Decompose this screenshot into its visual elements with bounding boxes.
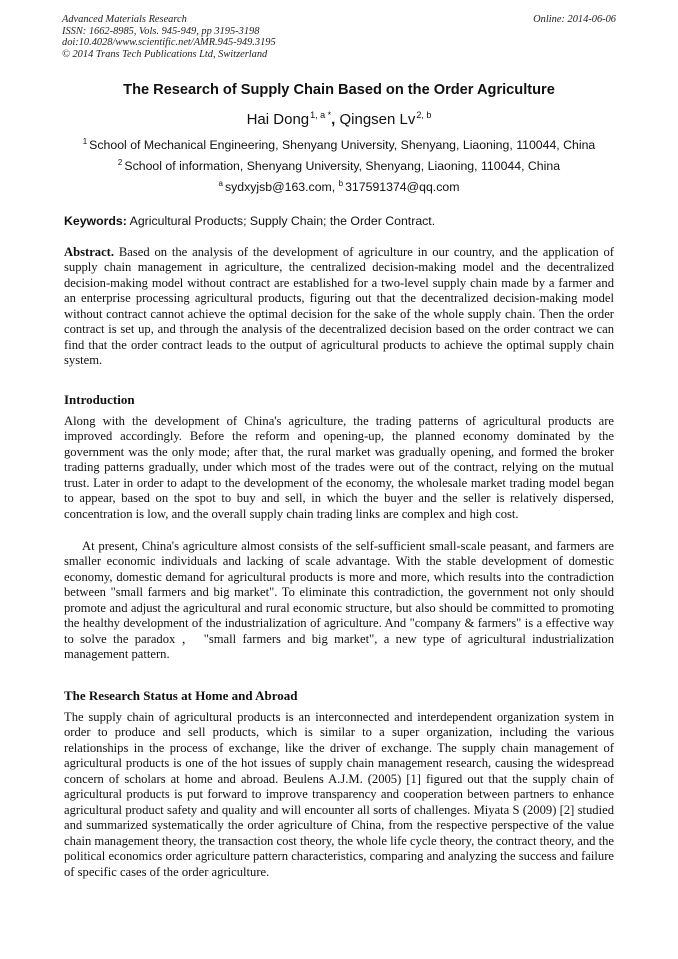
author-line xyxy=(40,110,638,128)
author-superscript: 2, b xyxy=(416,110,432,120)
email-marker: b xyxy=(338,179,344,188)
affiliation-marker: 1 xyxy=(82,137,88,146)
keywords xyxy=(64,214,616,228)
affiliation-2 xyxy=(40,158,638,173)
email-line xyxy=(40,179,638,194)
author-name: Qingsen Lv xyxy=(339,111,416,128)
keywords-text: Agricultural Products; Supply Chain; the Order Contract. xyxy=(129,214,436,228)
affiliation-1 xyxy=(40,137,638,152)
research-status-paragraph-1: The supply chain of agricultural products is an interconnected and interdependent organization system in order to produce and sell products, which is similar to a super organization, including the various relationships in the process of exchange, like the driver of exchange. The supply chain management of agricultural products is one of the hot issues of supply chain management research, causing the widespread concern of scholars at home and abroad. Beulens A.J.M. (2005) [1] figured out that the supply chain of agricultural products is put forward to improve transparency and cooperation between partners to enhance agricultural product safety and quality and will encounter all sorts of challenges. Miyata S (2009) [2] studied and summarized systematically the order agriculture of China, from the respective perspective of the value chain management theory, the transaction cost theory, the whole life cycle theory, the contract theory, and the political economics order agriculture pattern characteristics, comparing and analyzing the success and failure of specific cases of the order agriculture. xyxy=(64,710,614,879)
affiliation-marker: 2 xyxy=(117,158,123,167)
author-superscript: 1, a * xyxy=(310,110,332,120)
affiliation-text: School of Mechanical Engineering, Shenyang University, Shenyang, Liaoning, 110044, China xyxy=(89,138,596,152)
copyright-line: © 2014 Trans Tech Publications Ltd, Switzerland xyxy=(62,48,268,60)
paper-title: The Research of Supply Chain Based on the Order Agriculture xyxy=(123,82,555,98)
abstract-label: Abstract. xyxy=(64,245,115,259)
abstract xyxy=(64,245,614,369)
introduction-paragraph-1: Along with the development of China's agriculture, the trading patterns of agricultural products are improved accordingly. Before the reform and opening-up, the planned economy dominated by the government was the only mode; after that, the rural market was gradually opening, and formed the broker trading patterns gradually, under which most of the trades were out of the contract, relying on the mutual trust. Later in order to adapt to the development of the economy, the wholesale market trading model began to appear, based on the spot to buy and sell, in which the buyer and the seller is relatively dispersed, concentration is low, and the overall supply chain trading links are complex and high cost. xyxy=(64,414,614,521)
keywords-label: Keywords: xyxy=(64,214,127,228)
section-heading-introduction: Introduction xyxy=(64,392,135,407)
section-heading-research-status: The Research Status at Home and Abroad xyxy=(64,688,298,703)
email-address[interactable]: sydxyjsb@163.com xyxy=(224,180,332,194)
abstract-text: Based on the analysis of the development of agriculture in our country, and the application of supply chain management in agriculture, the centralized decision-making model and the decentralized decision-making model without contract are established for a two-level supply chain made by a farmer and an enterprise processing agricultural products, figuring out that the decentralized decision-making model without contract cannot achieve the optimal decision for the sake of the whole supply chain. Then the order contract is set up, and through the analysis of the decentralized decision based on the order contract we can find that the order contract leads to the output of agricultural products to achieve the optimal supply chain system. xyxy=(64,245,614,368)
doi-line: doi:10.4028/www.scientific.net/AMR.945-949.3195 xyxy=(62,37,276,49)
email-marker: a xyxy=(218,179,223,188)
journal-header xyxy=(62,14,616,60)
author-name: Hai Dong xyxy=(246,111,310,128)
journal-name: Advanced Materials Research xyxy=(62,14,187,25)
email-address[interactable]: 317591374@qq.com xyxy=(345,180,460,194)
author-separator: , xyxy=(331,111,340,128)
affiliation-text: School of information, Shenyang University, Shenyang, Liaoning, 110044, China xyxy=(124,159,561,173)
issn-line: ISSN: 1662-8985, Vols. 945-949, pp 3195-3198 xyxy=(62,25,260,37)
introduction-paragraph-2: At present, China's agriculture almost consists of the self-sufficient small-scale peasant, and farmers are smaller economic individuals and lacking of scale advantage. With the stable development of domestic economy, domestic demand for agricultural products is more and more, which results into the contradiction between "small farmers and big market". To eliminate this contradiction, the government not only should promote and adjust the agricultural and rural economic structure, but also should be committed to promoting the healthy development of the industrialization of agriculture. And "company & farmers" is a effective way to solve the paradox ， "small farmers and big market", a new type of agricultural industrialization management pattern. xyxy=(64,539,614,662)
email-separator: , xyxy=(331,180,339,194)
online-date: Online: 2014-06-06 xyxy=(533,14,616,25)
